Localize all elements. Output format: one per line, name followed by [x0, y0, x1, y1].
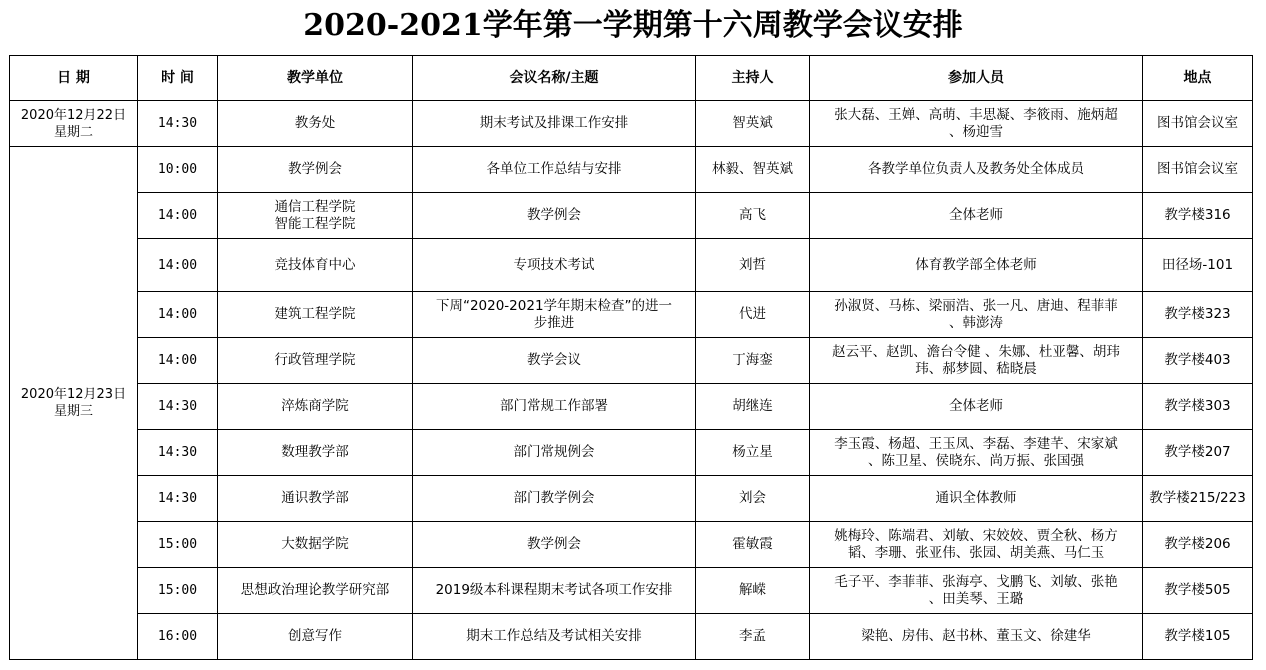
header-row — [10, 56, 1253, 101]
topic-line: 教学例会 — [527, 536, 581, 552]
table-row — [10, 338, 1253, 384]
header-topic: 会议名称/主题 — [413, 56, 696, 101]
table-row — [10, 193, 1253, 239]
header-participants: 参加人员 — [810, 56, 1143, 101]
participants-line: 梁艳、房伟、赵书林、董玉文、徐建华 — [861, 628, 1091, 644]
participants-line: 张大磊、王婵、高萌、丰思凝、李筱雨、施炳超 — [834, 106, 1118, 123]
participants-line: 全体老师 — [949, 207, 1003, 223]
date-line: 星期二 — [53, 124, 93, 140]
date-line: 2020年12月23日 — [20, 387, 127, 402]
time-cell: 15:00 — [138, 568, 218, 614]
participants-cell — [810, 522, 1143, 568]
time-cell: 14:30 — [138, 430, 218, 476]
place-cell: 教学楼323 — [1143, 292, 1253, 338]
topic-cell — [413, 476, 696, 522]
unit-cell — [218, 338, 413, 384]
participants-line: 毛子平、李菲菲、张海亭、戈鹏飞、刘敏、张艳 — [834, 573, 1118, 590]
table-row — [10, 101, 1253, 147]
place-cell: 教学楼303 — [1143, 384, 1253, 430]
topic-line: 期末工作总结及考试相关安排 — [466, 628, 642, 644]
participants-cell — [810, 193, 1143, 239]
participants-line: 体育教学部全体老师 — [915, 256, 1037, 273]
topic-cell — [413, 384, 696, 430]
topic-line: 下周“2020-2021学年期末检查”的进一 — [435, 297, 673, 314]
unit-line: 通信工程学院 — [274, 198, 356, 215]
host-cell: 霍敏霞 — [696, 522, 810, 568]
host-cell: 高飞 — [696, 193, 810, 239]
header-place: 地点 — [1143, 56, 1253, 101]
participants-line: 通识全体教师 — [935, 490, 1017, 506]
time-cell: 15:00 — [138, 522, 218, 568]
table-row — [10, 239, 1253, 292]
unit-line: 教务处 — [294, 115, 336, 131]
meeting-schedule-table — [9, 55, 1253, 660]
participants-line: 、陈卫星、侯晓东、尚万振、张国强 — [868, 452, 1084, 469]
unit-cell — [218, 476, 413, 522]
topic-line: 2019级本科课程期末考试各项工作安排 — [435, 582, 673, 598]
table-row — [10, 568, 1253, 614]
unit-line: 行政管理学院 — [274, 352, 356, 368]
unit-line: 数理教学部 — [281, 444, 349, 460]
table-row — [10, 147, 1253, 193]
participants-line: 李玉霞、杨超、王玉凤、李磊、李建芊、宋家斌 — [834, 435, 1118, 452]
topic-cell — [413, 239, 696, 292]
unit-cell — [218, 239, 413, 292]
place-cell: 教学楼105 — [1143, 614, 1253, 660]
participants-line: 韬、李珊、张亚伟、张园、胡美燕、马仁玉 — [847, 544, 1105, 561]
participants-cell — [810, 384, 1143, 430]
header-time: 时 间 — [138, 56, 218, 101]
time-cell: 14:00 — [138, 338, 218, 384]
unit-line: 竞技体育中心 — [274, 256, 356, 273]
time-cell: 14:00 — [138, 239, 218, 292]
host-cell: 代进 — [696, 292, 810, 338]
topic-line: 教学例会 — [527, 207, 581, 223]
participants-cell — [810, 147, 1143, 193]
header-host: 主持人 — [696, 56, 810, 101]
unit-cell — [218, 384, 413, 430]
table-row — [10, 430, 1253, 476]
table-row — [10, 476, 1253, 522]
unit-line: 淬炼商学院 — [281, 398, 349, 414]
unit-line: 建筑工程学院 — [274, 306, 356, 322]
unit-cell — [218, 522, 413, 568]
table-row — [10, 292, 1253, 338]
participants-line: 玮、郝梦圆、嵇晓晨 — [915, 360, 1037, 377]
table-row — [10, 522, 1253, 568]
unit-cell — [218, 101, 413, 147]
time-cell: 14:30 — [138, 101, 218, 147]
topic-line: 期末考试及排课工作安排 — [479, 115, 629, 131]
host-cell: 刘会 — [696, 476, 810, 522]
unit-cell — [218, 568, 413, 614]
participants-line: 各教学单位负责人及教务处全体成员 — [868, 161, 1084, 177]
topic-line: 各单位工作总结与安排 — [486, 161, 622, 177]
place-cell: 教学楼206 — [1143, 522, 1253, 568]
participants-line: 赵云平、赵凯、澹台令健 、朱娜、杜亚馨、胡玮 — [832, 343, 1120, 360]
unit-line: 创意写作 — [288, 628, 342, 644]
unit-cell — [218, 292, 413, 338]
place-cell: 图书馆会议室 — [1143, 101, 1253, 147]
host-cell: 丁海銮 — [696, 338, 810, 384]
participants-cell — [810, 568, 1143, 614]
table-row — [10, 614, 1253, 660]
time-cell: 14:00 — [138, 193, 218, 239]
page-title: 2020-2021学年第一学期第十六周教学会议安排 — [303, 8, 963, 43]
participants-line: 、田美琴、王璐 — [928, 590, 1024, 607]
host-cell: 李孟 — [696, 614, 810, 660]
host-cell: 杨立星 — [696, 430, 810, 476]
place-cell: 教学楼316 — [1143, 193, 1253, 239]
topic-cell — [413, 101, 696, 147]
topic-cell — [413, 568, 696, 614]
date-cell — [10, 147, 138, 660]
topic-cell — [413, 614, 696, 660]
participants-line: 、韩澎涛 — [949, 314, 1003, 331]
time-cell: 14:00 — [138, 292, 218, 338]
participants-cell — [810, 338, 1143, 384]
unit-line: 智能工程学院 — [274, 215, 356, 232]
place-cell: 教学楼207 — [1143, 430, 1253, 476]
place-cell: 教学楼403 — [1143, 338, 1253, 384]
date-line: 星期三 — [53, 404, 93, 419]
unit-cell — [218, 430, 413, 476]
participants-line: 全体老师 — [949, 398, 1003, 414]
topic-cell — [413, 147, 696, 193]
unit-cell — [218, 147, 413, 193]
time-cell: 14:30 — [138, 476, 218, 522]
header-unit: 教学单位 — [218, 56, 413, 101]
host-cell: 智英斌 — [696, 101, 810, 147]
place-cell: 教学楼215/223 — [1143, 476, 1253, 522]
topic-cell — [413, 430, 696, 476]
table-row — [10, 384, 1253, 430]
participants-line: 、杨迎雪 — [949, 123, 1003, 140]
time-cell: 14:30 — [138, 384, 218, 430]
topic-cell — [413, 193, 696, 239]
topic-line: 步推进 — [533, 314, 575, 331]
time-cell: 10:00 — [138, 147, 218, 193]
host-cell: 林毅、智英斌 — [696, 147, 810, 193]
topic-line: 教学会议 — [527, 352, 581, 368]
place-cell: 田径场-101 — [1143, 239, 1253, 292]
topic-line: 部门常规工作部署 — [500, 398, 608, 414]
participants-cell — [810, 292, 1143, 338]
unit-line: 通识教学部 — [281, 490, 349, 506]
time-cell: 16:00 — [138, 614, 218, 660]
unit-line: 教学例会 — [288, 161, 342, 177]
unit-cell — [218, 614, 413, 660]
place-cell: 图书馆会议室 — [1143, 147, 1253, 193]
date-cell — [10, 101, 138, 147]
participants-cell — [810, 614, 1143, 660]
unit-line: 大数据学院 — [281, 536, 349, 552]
participants-line: 姚梅玲、陈端君、刘敏、宋姣姣、贾全秋、杨方 — [834, 527, 1118, 544]
unit-cell — [218, 193, 413, 239]
host-cell: 解嵘 — [696, 568, 810, 614]
topic-line: 部门教学例会 — [513, 490, 595, 506]
participants-cell — [810, 476, 1143, 522]
participants-line: 孙淑贤、马栋、梁丽浩、张一凡、唐迪、程菲菲 — [834, 297, 1118, 314]
topic-line: 部门常规例会 — [513, 444, 595, 460]
topic-line: 专项技术考试 — [513, 256, 595, 273]
topic-cell — [413, 292, 696, 338]
topic-cell — [413, 338, 696, 384]
topic-cell — [413, 522, 696, 568]
host-cell: 刘哲 — [696, 239, 810, 292]
date-line: 2020年12月22日 — [20, 107, 127, 123]
place-cell: 教学楼505 — [1143, 568, 1253, 614]
participants-cell — [810, 101, 1143, 147]
header-date: 日 期 — [10, 56, 138, 101]
participants-cell — [810, 239, 1143, 292]
host-cell: 胡继连 — [696, 384, 810, 430]
participants-cell — [810, 430, 1143, 476]
unit-line: 思想政治理论教学研究部 — [240, 582, 390, 598]
